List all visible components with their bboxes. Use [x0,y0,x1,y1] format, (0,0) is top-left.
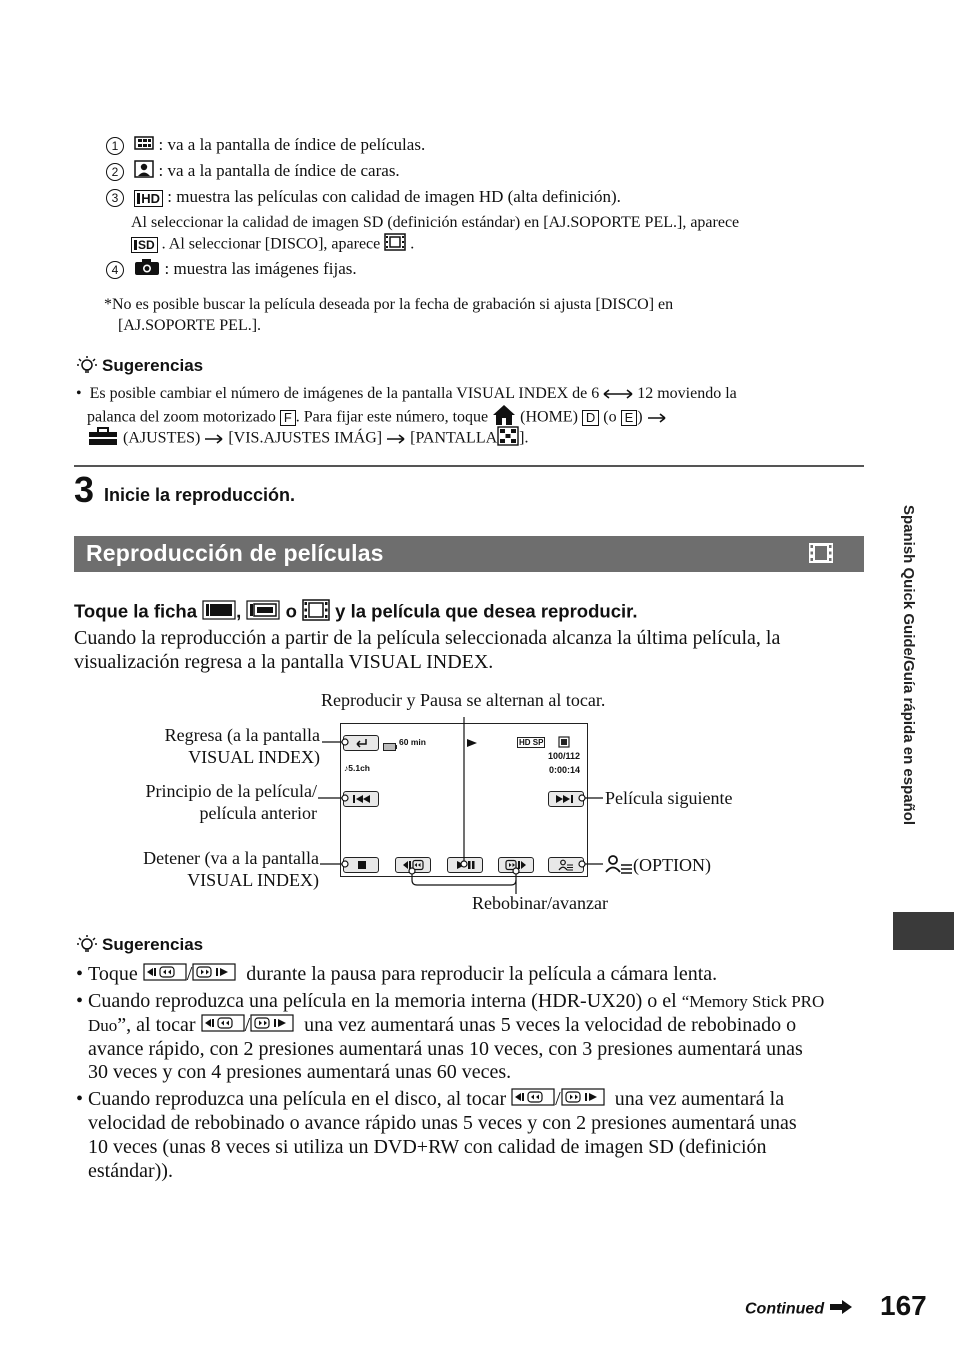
number-1: 1 [106,137,124,155]
label-option: (OPTION) [605,854,711,879]
forward-slow-icon-3 [561,1088,605,1113]
time-counter: 0:00:14 [548,765,580,775]
label-stop: Detener (va a la pantalla VISUAL INDEX) [143,848,319,890]
tips2-bullet-2-line-3: avance rápido, con 2 presiones aumentará unas 10 veces, con 3 presiones aumentará unas [88,1038,803,1060]
list-item-4-text: : muestra las imágenes fijas. [164,259,357,278]
forward-slow-icon [192,963,236,988]
list-item-3-sub1: Al seleccionar la calidad de imagen SD (definición estándar) en [AJ.SOPORTE PEL.], aparece [131,214,740,231]
continued-label: Continued [745,1300,853,1319]
key-d: D [582,410,599,426]
tips2-bullet-2-line-2: Duo”, al tocar / una vez aumentará unas 5 veces la velocidad de rebobinado o [88,1014,796,1039]
forward-slow-icon-2 [250,1014,294,1039]
list-item-1-text: : va a la pantalla de índice de películas. [158,135,426,154]
touch-body-1: Cuando la reproducción a partir de la película seleccionada alcanza la última película, la [74,627,781,649]
label-back: Regresa (a la pantalla VISUAL INDEX) [164,725,320,767]
list-item-3-text: : muestra las películas con calidad de imagen HD (alta definición). [167,187,621,206]
tips1-line-3: (AJUSTES) [VIS.AJUSTES IMÁG] [PANTALLA ]. [87,426,528,452]
continued-arrow-icon [829,1300,853,1319]
hd-icon: HD [134,190,163,207]
tips2-bullet-3-line-2: velocidad de rebobinado o avance rápido unas 5 veces y con 2 presiones aumentará unas [88,1112,797,1134]
footnote-line-2: [AJ.SOPORTE PEL.]. [118,317,262,334]
rewind-slow-icon [143,963,187,988]
touch-body-2: visualización regresa a la pantalla VISUAL INDEX. [74,651,494,673]
list-item-3-sub2: SD . Al seleccionar [DISCO], aparece . [131,233,414,257]
tips2-bullet-3-line-1: • Cuando reproduzca una película en el disco, al tocar / una vez aumentará la [76,1088,784,1113]
label-previous: Principio de la película/ película anterior [145,781,317,823]
file-counter: 100/112 [547,751,580,761]
key-e: E [621,410,638,426]
tips-heading-2: Sugerencias [76,933,203,960]
step-title: Inicie la reproducción. [104,485,296,505]
list-item-3-sub2-text: . Al seleccionar [DISCO], aparece [161,235,381,253]
touch-instruction: Toque la ficha , o y la película que desea reproducir. [74,599,637,626]
step-number: 3 [74,469,95,510]
tips2-bullet-2-line-1: • Cuando reproduzca una película en la memoria interna (HDR-UX20) o el “Memory Stick PRO [76,990,825,1012]
section-title: Reproducción de películas [86,540,384,566]
tips1-line-1: • Es posible cambiar el número de imágenes de la pantalla VISUAL INDEX de 6 12 moviendo la [76,383,737,405]
lightbulb-icon-2 [76,933,98,960]
tips2-bullet-1: • Toque / durante la pausa para reproducir la película a cámara lenta. [76,963,717,988]
page-number: 167 [880,1290,927,1321]
label-rewind-forward: Rebobinar/avanzar [472,893,608,913]
side-tab-label: Spanish Quick Guide/Guía rápida en español [900,505,917,826]
list-item-2-text: : va a la pantalla de índice de caras. [158,161,400,180]
number-2: 2 [106,163,124,181]
quality-badge: HD SP [519,738,544,747]
number-3: 3 [106,189,124,207]
rewind-slow-icon-2 [201,1014,245,1039]
tips1-line-2: palanca del zoom motorizado F . Para fijar este número, toque (HOME) D (o E ) [87,404,667,432]
audio-indicator: ♪5.1ch [344,763,370,773]
tips2-bullet-3-line-3: 10 veces (unas 8 veces si utiliza un DVD+RW con calidad de imagen SD (definición [88,1136,767,1158]
label-play-pause: Reproducir y Pausa se alternan al tocar. [321,690,606,710]
side-tab-marker [893,912,954,950]
tips-heading-1: Sugerencias [76,354,203,381]
sd-icon: SD [131,237,158,253]
key-f: F [280,410,296,426]
footnote-line-1: *No es posible buscar la película deseada por la fecha de grabación si ajusta [DISCO] en [104,296,674,313]
number-4: 4 [106,261,124,279]
rewind-slow-icon-3 [511,1088,555,1113]
tips2-bullet-2-line-4: 30 veces y con 4 presiones aumentará unas 60 veces. [88,1061,512,1083]
battery-time: 60 min [399,737,426,747]
label-next: Película siguiente [605,788,733,808]
tips2-bullet-3-line-4: estándar)). [88,1160,173,1182]
